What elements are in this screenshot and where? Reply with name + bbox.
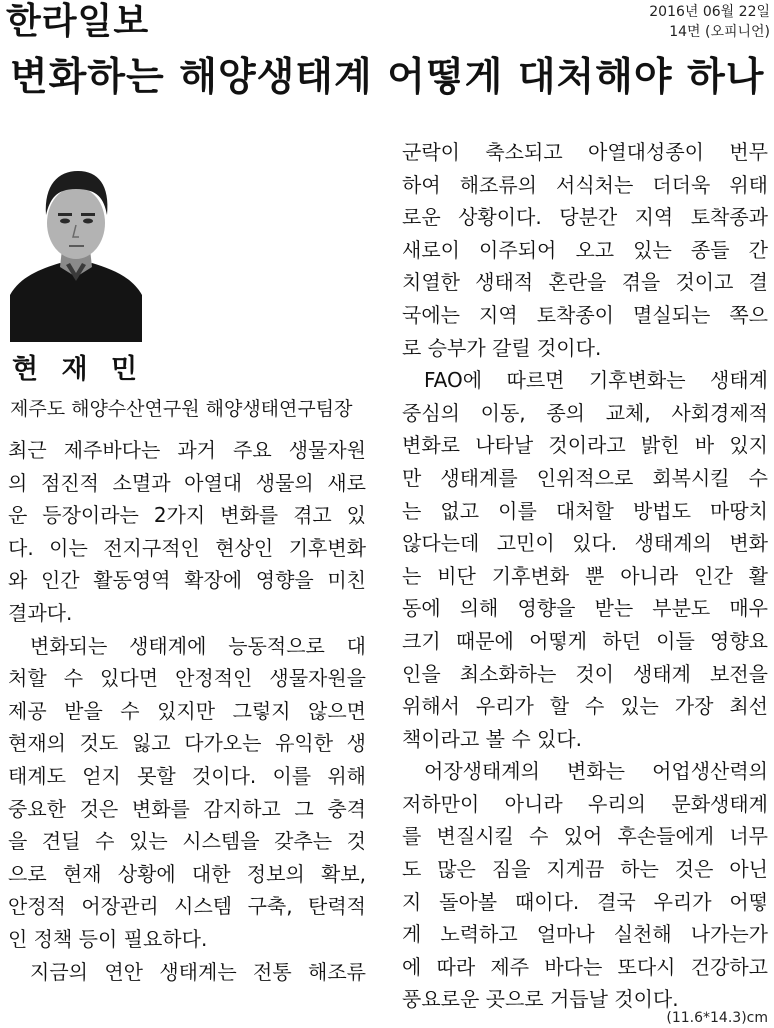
article-body-left-column xyxy=(8,434,366,988)
article-body-right-column xyxy=(402,136,768,1016)
body-line: 하여 해조류의 서식처는 더더욱 위태 xyxy=(402,172,768,197)
body-line: 운 등장이라는 2가지 변화를 겪고 있 xyxy=(8,503,366,528)
body-line: 크기 때문에 어떻게 하던 이들 영향요 xyxy=(402,628,768,653)
body-line: 를 변질시킬 수 있어 후손들에게 너무 xyxy=(402,824,768,849)
body-line: 는 없고 이를 대처할 방법도 마땅치 xyxy=(402,498,768,523)
body-line: 에 따라 제주 바다는 또다시 건강하고 xyxy=(402,954,768,979)
body-line: 의 점진적 소멸과 아열대 생물의 새로 xyxy=(8,470,366,495)
body-line: 만 생태계를 인위적으로 회복시킬 수 xyxy=(402,465,768,490)
body-line: 치열한 생태적 혼란을 겪을 것이고 결 xyxy=(402,270,768,295)
body-line: 중요한 것은 변화를 감지하고 그 충격 xyxy=(8,796,366,821)
body-line: 으로 현재 상황에 대한 정보의 확보, xyxy=(8,861,366,886)
author-name: 현 재 민 xyxy=(12,354,145,385)
body-line: 현재의 것도 잃고 다가오는 유익한 생 xyxy=(8,731,366,756)
body-line: 어장생태계의 변화는 어업생산력의 xyxy=(424,759,768,784)
body-line: 새로이 이주되어 오고 있는 종들 간 xyxy=(402,237,768,262)
author-portrait-image xyxy=(10,145,142,342)
newspaper-masthead: 한라일보 xyxy=(6,1,150,42)
publication-date: 2016년 06월 22일 xyxy=(649,4,770,20)
body-line: 는 비단 기후변화 뿐 아니라 인간 활 xyxy=(402,563,768,588)
page-section: 14면 (오피니언) xyxy=(669,24,770,40)
body-line: 을 견딜 수 있는 시스템을 갖추는 것 xyxy=(8,829,366,854)
author-photo xyxy=(10,145,142,342)
body-line: 않다는데 고민이 있다. 생태계의 변화 xyxy=(402,531,768,556)
body-line: 중심의 이동, 종의 교체, 사회경제적 xyxy=(402,400,768,425)
body-line: 결과다. xyxy=(8,600,73,625)
body-line: 책이라고 볼 수 있다. xyxy=(402,726,582,751)
body-line: 로 승부가 갈릴 것이다. xyxy=(402,335,602,360)
author-affiliation: 제주도 해양수산연구원 해양생태연구팀장 xyxy=(10,398,353,420)
body-line: 와 인간 활동영역 확장에 영향을 미친 xyxy=(8,568,366,593)
body-line: 최근 제주바다는 과거 주요 생물자원 xyxy=(8,438,366,462)
body-line: 군락이 축소되고 아열대성종이 번무 xyxy=(402,140,768,164)
body-line: 제공 받을 수 있지만 그렇지 않으면 xyxy=(8,698,366,723)
article-headline: 변화하는 해양생태계 어떻게 대처해야 하나 xyxy=(10,55,765,100)
body-line: 저하만이 아니라 우리의 문화생태계 xyxy=(402,791,768,816)
body-line: 인 정책 등이 필요하다. xyxy=(8,926,208,951)
body-line: 인을 최소화하는 것이 생태계 보전을 xyxy=(402,661,768,686)
body-line: FAO에 따르면 기후변화는 생태계 xyxy=(424,368,768,393)
body-line: 변화되는 생태계에 능동적으로 대 xyxy=(30,633,366,658)
body-line: 게 노력하고 얼마나 실천해 나가는가 xyxy=(402,922,768,947)
body-line: 태계도 얻지 못할 것이다. 이를 위해 xyxy=(8,763,366,788)
body-line: 변화로 나타날 것이라고 밝힌 바 있지 xyxy=(402,433,768,458)
body-line: 국에는 지역 토착종이 멸실되는 쪽으 xyxy=(402,302,768,327)
body-line: 다. 이는 전지구적인 현상인 기후변화 xyxy=(8,535,366,560)
body-line: 풍요로운 곳으로 거듭날 것이다. xyxy=(402,987,679,1012)
body-line: 지 돌아볼 때이다. 결국 우리가 어떻 xyxy=(402,889,768,914)
body-line: 처할 수 있다면 안정적인 생물자원을 xyxy=(8,666,366,691)
publication-meta xyxy=(649,2,770,42)
body-line: 도 많은 짐을 지게끔 하는 것은 아닌 xyxy=(402,857,768,882)
body-line: 로운 상황이다. 당분간 지역 토착종과 xyxy=(402,205,768,230)
body-line: 위해서 우리가 할 수 있는 가장 최선 xyxy=(402,694,768,719)
body-line: 지금의 연안 생태계는 전통 해조류 xyxy=(30,959,366,984)
body-line: 동에 의해 영향을 받는 부분도 매우 xyxy=(402,596,768,621)
body-line: 안정적 어장관리 시스템 구축, 탄력적 xyxy=(8,894,366,919)
article-size-note: (11.6*14.3)cm xyxy=(666,1010,768,1026)
